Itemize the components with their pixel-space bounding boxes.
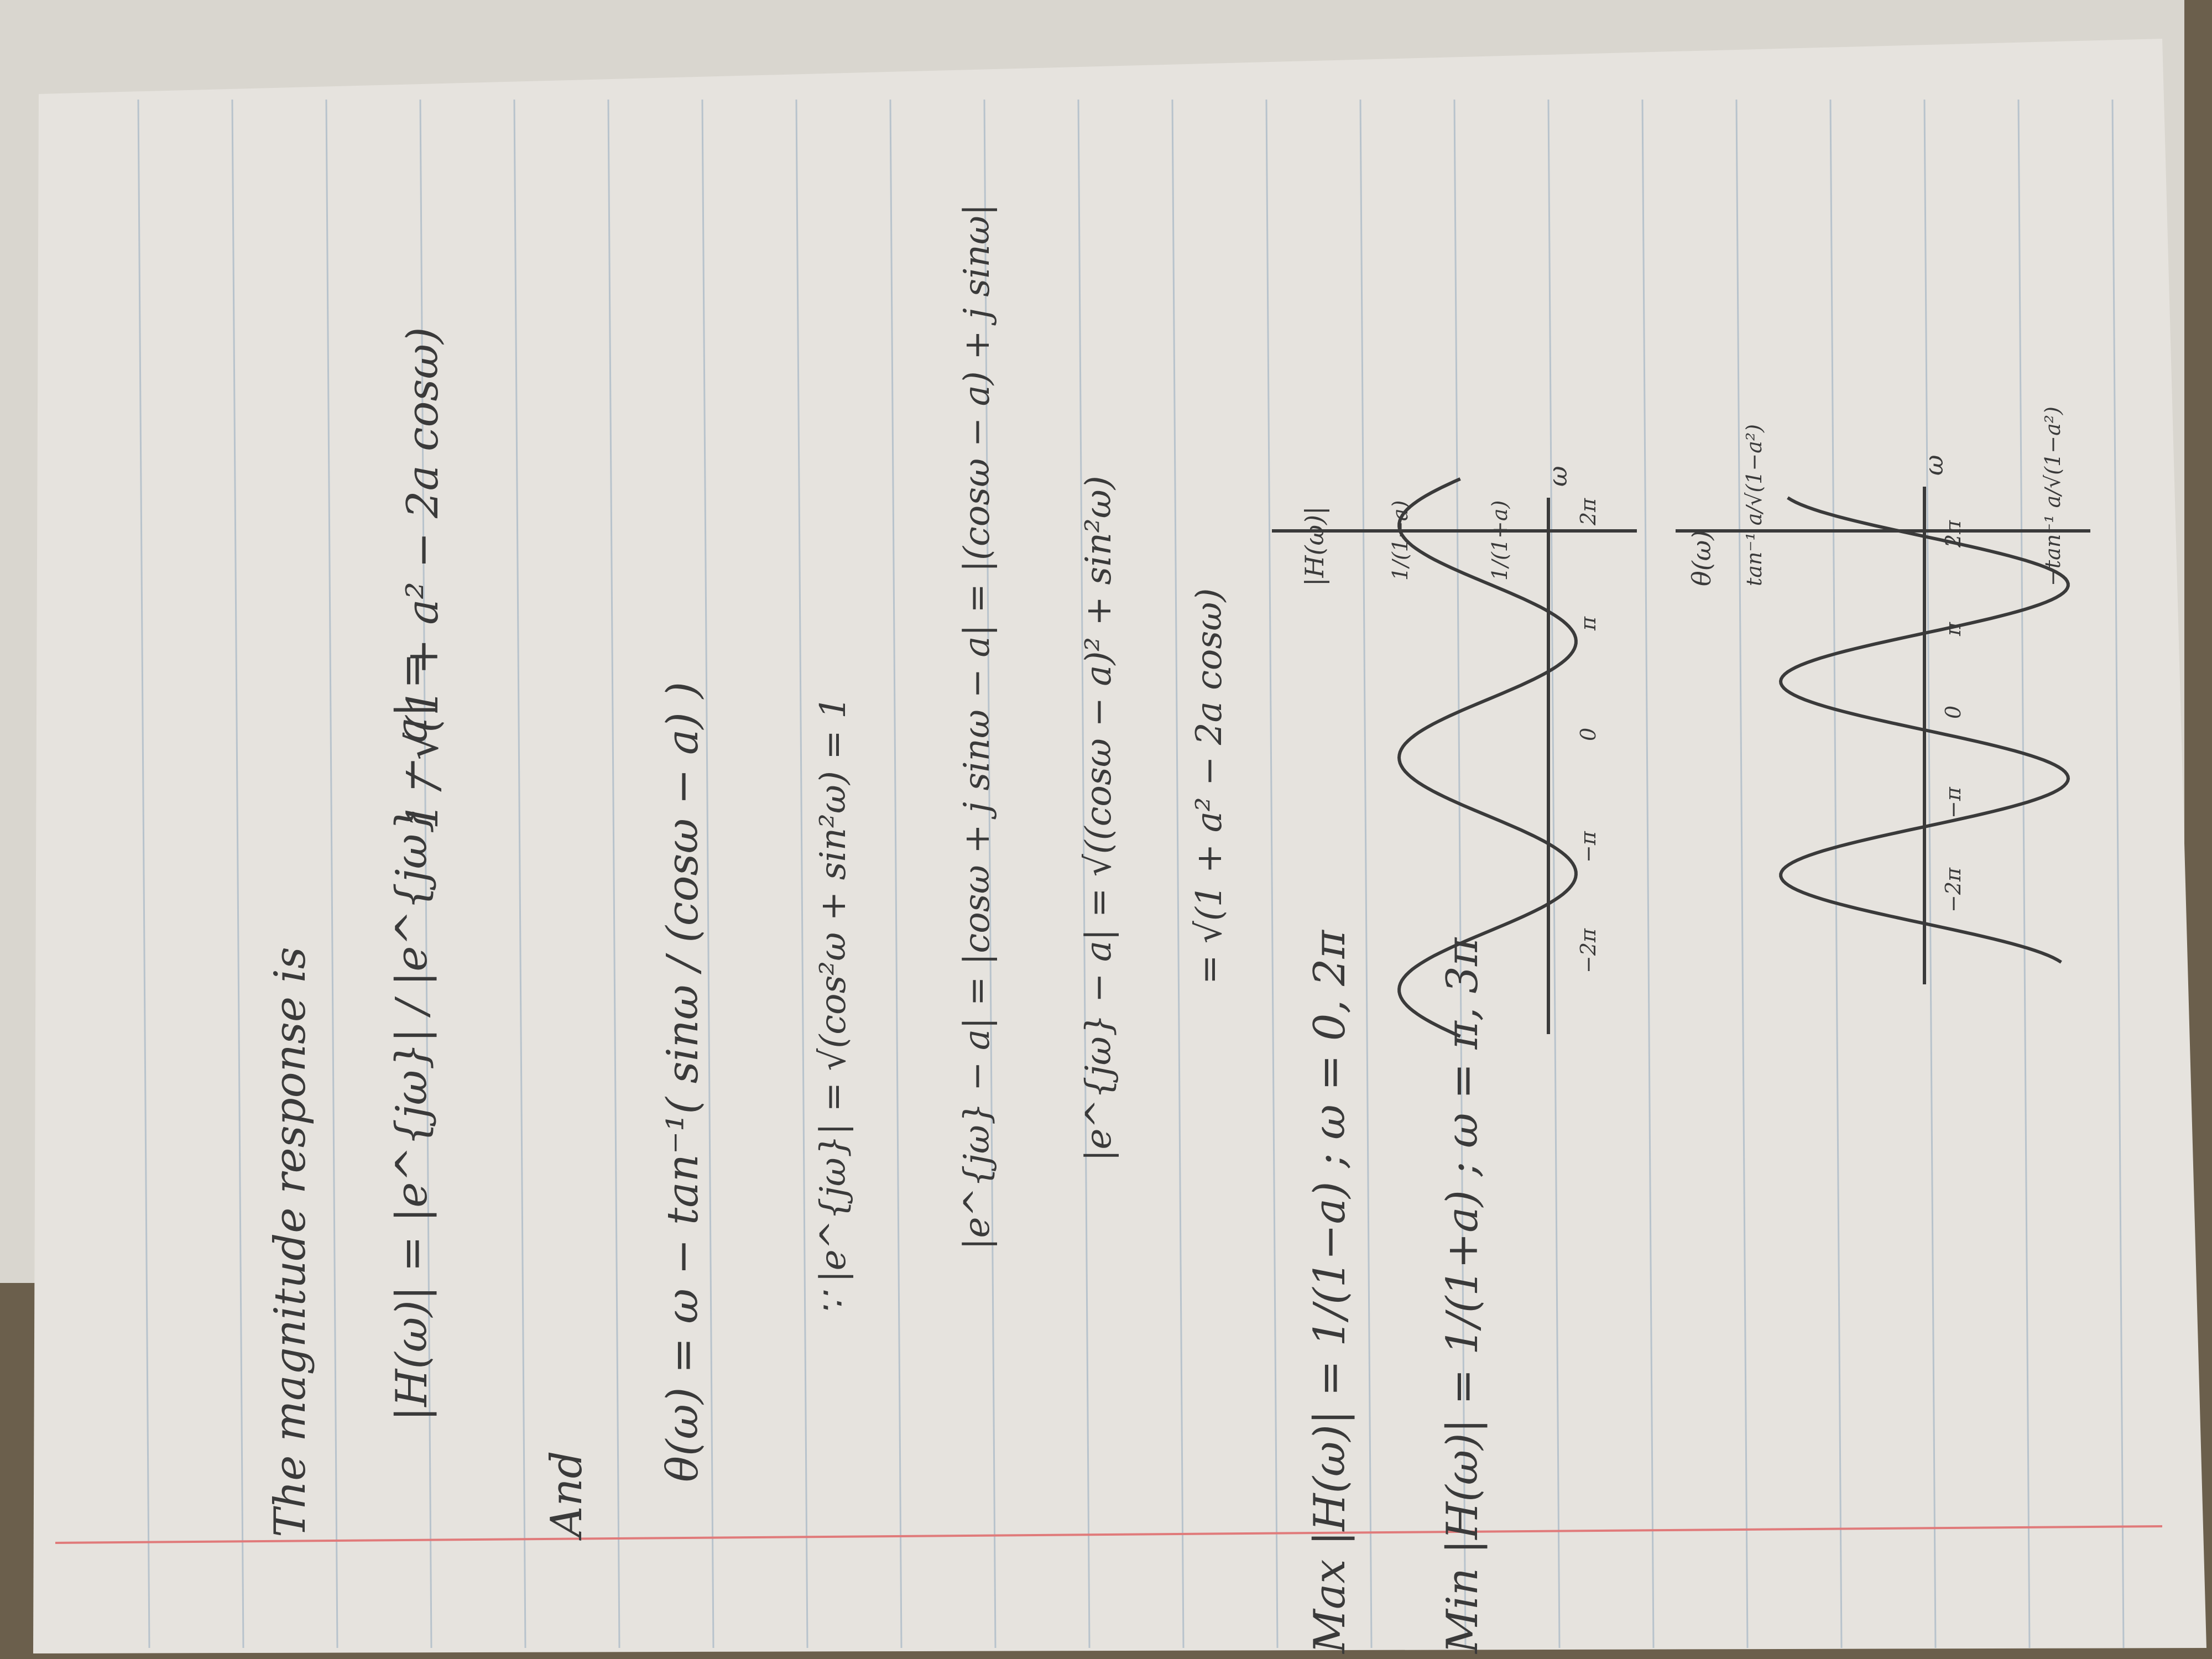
phase-tick-neg-2pi: −2π — [1941, 868, 1965, 912]
mag-tick-pi: π — [1576, 617, 1600, 630]
heading-text: The magnitude response is — [265, 947, 315, 1537]
since-line-2: |e^{jω} − a| = |cosω + j sinω − a| = |(cosω − a) + j sinω| — [957, 204, 998, 1250]
magnitude-eq-rhs: 1 / √(1 + a² − 2a cosω) — [398, 327, 448, 830]
mag-tick-neg-pi: −π — [1576, 831, 1600, 863]
mag-peak-label: 1/(1−a) — [1388, 500, 1412, 581]
min-line: Min |H(ω)| = 1/(1+a) ; ω = π, 3π — [1438, 937, 1488, 1653]
phase-pos-label: tan⁻¹ a/√(1−a²) — [1742, 424, 1766, 586]
phase-tick-zero: 0 — [1941, 705, 1965, 719]
mag-tick-2pi: 2π — [1576, 498, 1600, 525]
phase-x-label: ω — [1919, 455, 1949, 476]
mag-tick-neg-2pi: −2π — [1576, 928, 1600, 973]
phase-tick-2pi: 2π — [1941, 520, 1965, 547]
mag-trough-label: 1/(1+a) — [1488, 500, 1512, 581]
mag-tick-zero: 0 — [1576, 727, 1600, 741]
phase-y-label: θ(ω) — [1687, 530, 1717, 586]
since-line-3: |e^{jω} − a| = √((cosω − a)² + sin²ω) — [1078, 476, 1119, 1161]
phase-tick-pi: π — [1941, 622, 1965, 636]
and-label: And — [542, 1451, 592, 1537]
since-line-4: = √(1 + a² − 2a cosω) — [1189, 588, 1230, 984]
since-line-1: ∵ |e^{jω}| = √(cos²ω + sin²ω) = 1 — [813, 696, 854, 1316]
magnitude-eq-lhs: |H(ω)| = |e^{jω}| / |e^{jω} − a| = — [387, 653, 437, 1421]
phase-tick-neg-pi: −π — [1941, 787, 1965, 818]
mag-x-label: ω — [1543, 466, 1573, 487]
phase-neg-label: −tan⁻¹ a/√(1−a²) — [2041, 406, 2065, 586]
mag-y-label: |H(ω)| — [1300, 506, 1329, 586]
max-line: Max |H(ω)| = 1/(1−a) ; ω = 0, 2π — [1305, 930, 1355, 1653]
phase-equation: θ(ω) = ω − tan⁻¹( sinω / (cosω − a) ) — [658, 681, 708, 1482]
